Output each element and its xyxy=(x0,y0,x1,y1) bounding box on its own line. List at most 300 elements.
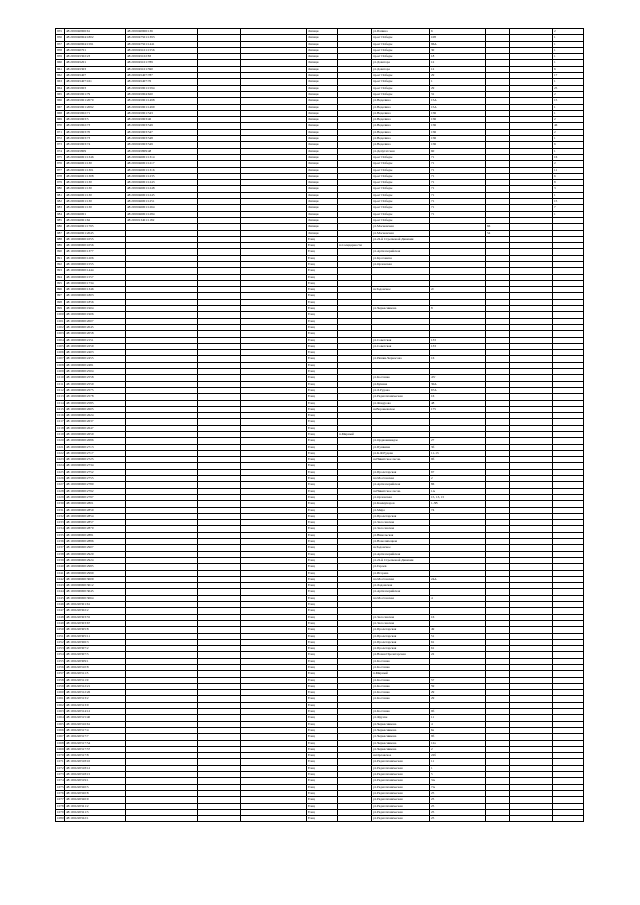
row-number-cell: 957 xyxy=(56,41,65,47)
house-number-cell: 60 xyxy=(430,148,486,154)
cadastral-number-cell: 48:19:0000000:2801 xyxy=(65,501,126,507)
house-number-cell: 29 xyxy=(430,73,486,79)
cadastral-number-cell: 48:19:6220312:21 xyxy=(65,683,126,689)
row-number-cell: 1033 xyxy=(57,520,64,525)
cadastral-number-cell: 48:19:6220318:10 xyxy=(65,759,126,765)
street-cell: ул.Московская xyxy=(372,230,430,236)
house-number-cell: 2г xyxy=(430,287,486,293)
cadastral-number-cell: 48:20:0046001:130 xyxy=(65,192,126,198)
city-cell: Елец xyxy=(307,727,338,733)
parent-cadastral-number-cell: 48:20:0046001:1217 xyxy=(126,161,198,167)
street-cell: ул.Фокурова xyxy=(372,400,430,406)
house-number-cell: 25 xyxy=(430,797,486,803)
parent-cadastral-number-cell: 48:20:0045901:1499 xyxy=(126,104,198,110)
house-number-cell: 108 xyxy=(430,35,486,41)
cadastral-number-cell: 48:19:0000000:1056 xyxy=(65,243,126,249)
street-cell: ул.Пролетарская xyxy=(372,639,430,645)
row-number-cell: 1042 xyxy=(57,576,64,581)
row-number-cell: 990 xyxy=(56,249,65,255)
street-cell: пр-кт Победы xyxy=(372,47,430,53)
city-cell: Елец xyxy=(307,488,338,494)
street-cell: ш.Воронежское xyxy=(372,406,430,412)
street-cell: ул.Костенко xyxy=(372,658,430,664)
city-cell: Елец xyxy=(307,614,338,620)
cadastral-number-cell: 48:19:0000000:2755 xyxy=(65,476,126,482)
city-cell: Елец xyxy=(307,633,338,639)
street-cell: ул.Черкасникова xyxy=(372,746,430,752)
row-number-cell: 1053 xyxy=(57,646,64,651)
parent-cadastral-number-cell: 48:20:0045901:1594 xyxy=(126,85,198,91)
city-cell: Елец xyxy=(307,293,338,299)
house-number-cell: 57 xyxy=(430,677,486,683)
cadastral-number-cell: 48:19:0000000:2455 xyxy=(65,356,126,362)
house-number-cell: 47г xyxy=(430,375,486,381)
row-number-cell: 966 xyxy=(56,98,65,104)
city-cell: Липецк xyxy=(307,54,338,60)
street-cell: ул.Неделина xyxy=(372,142,430,148)
cadastral-number-cell: 48:19:0000000:1803 xyxy=(65,293,126,299)
house-number-cell: 15Б xyxy=(430,142,486,148)
street-cell: ул.Орджоникидзе xyxy=(372,438,430,444)
cadastral-number-cell: 48:19:0000000:2920 xyxy=(65,551,126,557)
row-number-cell: 1045 xyxy=(57,595,64,600)
cadastral-number-cell: 48:20:0040904:1591 xyxy=(65,41,126,47)
street-cell: ул.Игорева xyxy=(372,570,430,576)
house-number-cell: 15Б xyxy=(430,136,486,142)
parent-cadastral-number-cell: 48:20:0046001:1235 xyxy=(126,173,198,179)
cadastral-number-cell: 48:19:6220318:12 xyxy=(65,765,126,771)
cadastral-number-cell: 48:20:0045303 xyxy=(65,66,126,72)
row-number-cell: 995 xyxy=(56,280,65,286)
row-number-cell: 1064 xyxy=(57,715,64,720)
cadastral-number-cell: 48:20:0046001 xyxy=(65,211,126,217)
city-cell: Липецк xyxy=(307,129,338,135)
cadastral-number-cell: 48:19:0000000:2259 xyxy=(65,343,126,349)
house-number-cell: 71 xyxy=(430,167,486,173)
cadastral-number-cell: 48:19:6220312:26 xyxy=(65,690,126,696)
house-number-cell: 16 xyxy=(430,394,486,400)
street-cell: ул.Черкасникова xyxy=(372,727,430,733)
house-number-cell: 86 xyxy=(430,482,486,488)
street-cell: ул.Пролетарская xyxy=(372,633,430,639)
street-cell: ул.Героев xyxy=(372,564,430,570)
street-cell: ул.Черкасникова xyxy=(372,740,430,746)
house-number-cell: 15Б xyxy=(430,110,486,116)
street-cell: ул.Неделина xyxy=(372,136,430,142)
object-count-cell: 6 xyxy=(553,66,584,72)
street-cell: ул.Артиллерийская xyxy=(372,482,430,488)
row-number-cell: 967 xyxy=(56,104,65,110)
row-number-cell: 1014 xyxy=(57,400,64,405)
city-cell: Елец xyxy=(307,432,338,438)
row-number-cell: 1026 xyxy=(57,476,64,481)
cadastral-number-cell: 48:20:0045903:74 xyxy=(65,142,126,148)
street-cell: ул.Пролетарская xyxy=(372,513,430,519)
cadastral-number-cell: 48:19:0000000:2859 xyxy=(65,507,126,513)
street-cell: ул.Фрунзе xyxy=(372,715,430,721)
house-number-cell: 4 xyxy=(430,595,486,601)
house-number-cell: 30 xyxy=(430,47,486,53)
building-number-cell: 66 xyxy=(486,224,510,230)
city-cell: Елец xyxy=(307,375,338,381)
row-number-cell: 1046 xyxy=(57,602,64,607)
street-cell: ул.Костенко xyxy=(372,696,430,702)
street-cell: ул.Неделина xyxy=(372,123,430,129)
cadastral-number-cell: 48:20:0040906:61 xyxy=(65,29,126,35)
cadastral-number-cell: 48:19:0000000:2752 xyxy=(65,469,126,475)
cadastral-number-cell: 48:19:0000000:2151 xyxy=(65,337,126,343)
cadastral-number-cell: 48:19:0000000:2854 xyxy=(65,513,126,519)
row-number-cell: 999 xyxy=(56,306,65,312)
object-count-cell: 7 xyxy=(553,205,584,211)
house-number-cell: 29 xyxy=(430,690,486,696)
city-cell: Елец xyxy=(307,476,338,482)
house-number-cell: 25 xyxy=(430,809,486,815)
row-number-cell: 1034 xyxy=(57,526,64,531)
row-number-cell: 1077 xyxy=(57,797,64,802)
street-cell: ул.Артиллерийская xyxy=(372,551,430,557)
street-cell: пр-кт Победы xyxy=(372,79,430,85)
street-cell: ш.Задонское xyxy=(372,545,430,551)
cadastral-number-cell: 48:19:6220317:54 xyxy=(65,740,126,746)
street-cell: ул.Неделина xyxy=(372,104,430,110)
settlement-cell: п.Солидарности xyxy=(338,243,372,249)
cadastral-number-cell: 48:19:6220317:57 xyxy=(65,746,126,752)
city-cell: Елец xyxy=(307,274,338,280)
row-number-cell: 965 xyxy=(56,91,65,97)
city-cell: Елец xyxy=(307,746,338,752)
house-number-cell: 71 xyxy=(430,161,486,167)
street-cell: ул.Пролетарская xyxy=(372,469,430,475)
parent-cadastral-number-cell: 48:20:0045809:48 xyxy=(126,148,198,154)
street-cell: ул.Неделина xyxy=(372,98,430,104)
house-number-cell: 22 xyxy=(430,652,486,658)
street-cell: ул.Коммунаров xyxy=(372,501,430,507)
house-number-cell: 15, 13, 15 xyxy=(430,494,486,500)
city-cell: Елец xyxy=(307,299,338,305)
row-number-cell: 1041 xyxy=(57,570,64,575)
city-cell: Елец xyxy=(307,507,338,513)
city-cell: Елец xyxy=(307,627,338,633)
house-number-cell: 2 xyxy=(430,476,486,482)
city-cell: Елец xyxy=(307,608,338,614)
house-number-cell: 61 xyxy=(430,639,486,645)
object-count-cell xyxy=(553,816,584,822)
city-cell: Липецк xyxy=(307,230,338,236)
cadastral-number-cell: 48:20:0046001:130 xyxy=(65,205,126,211)
street-cell: ул.Радиотехническая xyxy=(372,759,430,765)
city-cell: Елец xyxy=(307,337,338,343)
city-cell: Липецк xyxy=(307,79,338,85)
house-number-cell: 8 xyxy=(430,306,486,312)
row-number-cell: 978 xyxy=(56,173,65,179)
row-number-cell: 972 xyxy=(56,136,65,142)
house-number-cell: 71 xyxy=(430,180,486,186)
cadastral-number-cell: 48:19:0000000:2780 xyxy=(65,482,126,488)
row-number-cell: 1024 xyxy=(57,463,64,468)
cadastral-number-cell: 48:19:0000000:2575 xyxy=(65,387,126,393)
city-cell: Елец xyxy=(307,545,338,551)
cadastral-number-cell: 48:19:6220321:5 xyxy=(65,809,126,815)
house-number-cell: 1А xyxy=(430,488,486,494)
street-cell: ул.Радиотехническая xyxy=(372,778,430,784)
row-number-cell: 1073 xyxy=(57,772,64,777)
street-cell: ул.Артиллерийская xyxy=(372,589,430,595)
city-cell: Елец xyxy=(307,369,338,375)
object-count-cell: 6 xyxy=(553,173,584,179)
cadastral-number-cell: 48:19:0000000:1856 xyxy=(65,299,126,305)
object-count-cell: 1 xyxy=(553,136,584,142)
cadastral-number-cell: 48:19:0000000:2504 xyxy=(65,369,126,375)
parent-cadastral-number-cell: 48:20:0013401:1182 xyxy=(126,217,198,223)
row-number-cell: 1006 xyxy=(57,350,64,355)
cadastral-number-cell: 48:19:0000000:1206 xyxy=(65,255,126,261)
cadastral-number-cell: 48:19:0000000:1346 xyxy=(65,287,126,293)
street-cell: ул.Костенко xyxy=(372,683,430,689)
row-number-cell: 980 xyxy=(56,186,65,192)
parent-cadastral-number-cell: 48:20:0045101:789 xyxy=(126,60,198,66)
street-cell: пр-кт Победы xyxy=(372,167,430,173)
street-cell: ул.Неделина xyxy=(372,110,430,116)
empty-cell xyxy=(241,816,307,822)
row-number-cell: 1059 xyxy=(57,683,64,688)
city-cell: Елец xyxy=(307,740,338,746)
city-cell: Елец xyxy=(307,450,338,456)
object-count-cell: 6 xyxy=(553,142,584,148)
cadastral-number-cell: 48:19:0000000:3045 xyxy=(65,589,126,595)
city-cell: Липецк xyxy=(307,117,338,123)
row-number-cell: 989 xyxy=(56,243,65,249)
city-cell: Елец xyxy=(307,759,338,765)
parent-cadastral-number-cell: 48:20:0046001:1251 xyxy=(126,199,198,205)
street-cell: ул.Доватора xyxy=(372,66,430,72)
house-number-cell: 11 xyxy=(430,759,486,765)
cadastral-number-cell: 48:19:0000000:2058 xyxy=(65,331,126,337)
city-cell: Липецк xyxy=(307,199,338,205)
parent-cadastral-number-cell: 48:20:0045903:46 xyxy=(126,117,198,123)
row-number-cell: 1036 xyxy=(57,539,64,544)
row-number-cell: 1035 xyxy=(57,532,64,537)
house-number-cell: 16 xyxy=(430,614,486,620)
street-cell: ул.Кротовича xyxy=(372,255,430,261)
row-number-cell: 1015 xyxy=(57,406,64,411)
city-cell: Елец xyxy=(307,797,338,803)
row-number-cell: 968 xyxy=(56,110,65,116)
street-cell: ул.Радиотехническая xyxy=(372,809,430,815)
house-number-cell: 71 xyxy=(430,199,486,205)
house-number-cell: 25 xyxy=(430,803,486,809)
cadastral-number-cell: 48:19:0000000:2659 xyxy=(65,432,126,438)
cadastral-number-cell: 48:19:0000000:2578 xyxy=(65,394,126,400)
cadastral-number-cell: 48:19:0000000:2881 xyxy=(65,532,126,538)
cadastral-number-cell: 48:19:0000000:3009 xyxy=(65,576,126,582)
row-number-cell: 1004 xyxy=(57,337,64,342)
row-number-cell: 986 xyxy=(56,224,65,230)
cadastral-number-cell: 48:19:0000000:2637 xyxy=(65,419,126,425)
cadastral-number-cell: 48:19:0000000:2045 xyxy=(65,324,126,330)
row-number-cell: 1028 xyxy=(57,488,64,493)
row-number-cell: 981 xyxy=(56,192,65,198)
row-number-cell: 977 xyxy=(56,167,65,173)
object-count-cell: 15 xyxy=(553,199,584,205)
cadastral-number-cell: 48:19:0000000:2792 xyxy=(65,488,126,494)
row-number-cell: 955 xyxy=(56,29,65,35)
cadastral-number-cell: 48:19:0000000:2797 xyxy=(65,494,126,500)
city-cell: Елец xyxy=(307,400,338,406)
cadastral-number-cell: 48:19:6220313:9 xyxy=(65,702,126,708)
cadastral-number-cell: 48:19:0000000:2725 xyxy=(65,457,126,463)
street-cell: ул.Новая Пролетарская xyxy=(372,652,430,658)
row-number-cell: 1055 xyxy=(57,658,64,663)
street-cell: ул.Мира xyxy=(372,507,430,513)
cadastral-number-cell: 48:19:0000000:2985 xyxy=(65,564,126,570)
house-number-cell: 175 xyxy=(430,406,486,412)
house-number-cell: 24А xyxy=(430,576,486,582)
city-cell: Липецк xyxy=(307,142,338,148)
street-cell: ул.Неделина xyxy=(372,117,430,123)
street-cell: ул.Радиотехническая xyxy=(372,816,430,822)
street-cell: ул.Радиотехническая xyxy=(372,790,430,796)
parent-cadastral-number-cell: 48:20:0045102:83 xyxy=(126,54,198,60)
cadastral-number-cell: 48:19:0000000:1444 xyxy=(65,268,126,274)
cadastral-number-cell: 48:19:0000000:2559 xyxy=(65,381,126,387)
row-number-cell: 1030 xyxy=(57,501,64,506)
row-number-cell: 1016 xyxy=(57,413,64,418)
city-cell: Липецк xyxy=(307,136,338,142)
city-cell: Елец xyxy=(307,268,338,274)
street-cell: ул.Засосенская xyxy=(372,520,430,526)
city-cell: Елец xyxy=(307,356,338,362)
cadastral-number-cell: 48:19:0000000:3064 xyxy=(65,595,126,601)
city-cell: Елец xyxy=(307,381,338,387)
house-number-cell: 1-3В xyxy=(430,501,486,507)
city-cell: Липецк xyxy=(307,148,338,154)
row-number-cell: 996 xyxy=(56,287,65,293)
house-number-cell: 1 xyxy=(430,79,486,85)
street-cell: пр-кт Победы xyxy=(372,186,430,192)
row-number-cell: 1011 xyxy=(57,381,64,386)
object-count-cell: 1 xyxy=(553,192,584,198)
object-count-cell: 1 xyxy=(553,60,584,66)
city-cell: Елец xyxy=(307,312,338,318)
row-number-cell: 1080 xyxy=(57,816,64,821)
house-number-cell: 7А xyxy=(430,784,486,790)
city-cell: Елец xyxy=(307,318,338,324)
row-number-cell: 982 xyxy=(56,199,65,205)
street-cell: ул.Пушкина xyxy=(372,444,430,450)
row-number-cell: 993 xyxy=(56,268,65,274)
house-number-cell: 48 xyxy=(430,400,486,406)
street-cell: ул.Радиотехническая xyxy=(372,765,430,771)
row-number-cell: 1002 xyxy=(57,324,64,329)
object-count-cell: 46 xyxy=(553,123,584,129)
street-cell: ул.К.Ф.Рудова xyxy=(372,450,430,456)
city-cell: Елец xyxy=(307,287,338,293)
street-cell: ул.Папина xyxy=(372,29,430,35)
cadastral-number-cell: 48:19:6220311:9 xyxy=(65,677,126,683)
city-cell: Елец xyxy=(307,721,338,727)
city-cell: Елец xyxy=(307,243,338,249)
cadastral-number-cell: 48:20:0045302:23 xyxy=(65,54,126,60)
house-number-cell: 30А xyxy=(430,381,486,387)
parent-cadastral-number-cell: 48:20:0047501:1393 xyxy=(126,35,198,41)
cadastral-number-cell: 48:19:0000000:2713 xyxy=(65,444,126,450)
row-number-cell: 1079 xyxy=(57,809,64,814)
street-cell: ул.Новолипецкая xyxy=(372,539,430,545)
parent-cadastral-number-cell: 48:20:0046001:1314 xyxy=(126,154,198,160)
city-cell: Елец xyxy=(307,690,338,696)
parent-cadastral-number-cell: 48:20:0045903:549 xyxy=(126,142,198,148)
cadastral-number-cell: 48:19:0000000:2717 xyxy=(65,450,126,456)
row-number-cell: 1049 xyxy=(57,620,64,625)
house-number-cell: 18 xyxy=(430,54,486,60)
object-count-cell: 17 xyxy=(553,73,584,79)
city-cell: Елец xyxy=(307,331,338,337)
object-count-cell: 1 xyxy=(553,47,584,53)
city-cell: Липецк xyxy=(307,66,338,72)
street-cell: пл.Мостовская xyxy=(372,595,430,601)
street-cell: пр-кт Победы xyxy=(372,54,430,60)
street-cell: ул.Орловская xyxy=(372,261,430,267)
city-cell: Елец xyxy=(307,394,338,400)
street-cell: ул.Засосенская xyxy=(372,526,430,532)
row-number-cell: 1050 xyxy=(57,627,64,632)
row-number-cell: 1068 xyxy=(57,740,64,745)
house-number-cell: 25 xyxy=(430,790,486,796)
street-cell: ул.Радиотехническая xyxy=(372,784,430,790)
object-count-cell: 2 xyxy=(553,29,584,35)
street-cell: пр-кт Победы xyxy=(372,173,430,179)
row-number-cell: 979 xyxy=(56,180,65,186)
city-cell: Липецк xyxy=(307,73,338,79)
house-number-cell: 12а xyxy=(430,740,486,746)
cadastral-number-cell: 48:20:0046001:130 xyxy=(65,199,126,205)
cadastral-number-cell: 48:20:0045407 xyxy=(65,73,126,79)
cadastral-number-cell: 48:20:0040701 xyxy=(65,47,126,53)
city-cell: Елец xyxy=(307,677,338,683)
row-number-cell: 1039 xyxy=(57,557,64,562)
cadastral-number-cell: 48:19:6220318:15 xyxy=(65,772,126,778)
object-count-cell: 1 xyxy=(553,148,584,154)
row-number-cell: 962 xyxy=(56,73,65,79)
cadastral-number-cell: 48:19:0000000:2647 xyxy=(65,425,126,431)
cadastral-number-cell: 48:19:6220303:55 xyxy=(65,614,126,620)
city-cell: Елец xyxy=(307,784,338,790)
city-cell: Елец xyxy=(307,438,338,444)
city-cell: Елец xyxy=(307,425,338,431)
object-count-cell: 15 xyxy=(553,98,584,104)
cadastral-number-cell: 48:19:6220305:8 xyxy=(65,627,126,633)
cadastral-number-cell: 48:19:0000000:3012 xyxy=(65,583,126,589)
city-cell: Елец xyxy=(307,696,338,702)
house-number-cell: 15Б xyxy=(430,117,486,123)
city-cell: Липецк xyxy=(307,110,338,116)
city-cell: Елец xyxy=(307,482,338,488)
row-number-cell: 1058 xyxy=(57,677,64,682)
parent-cadastral-number-cell: 48:20:0047501:1441 xyxy=(126,41,198,47)
house-number-cell: 25 xyxy=(430,816,486,822)
city-cell: Елец xyxy=(307,501,338,507)
city-cell: Елец xyxy=(307,419,338,425)
cadastral-number-cell: 48:20:0045407:161 xyxy=(65,79,126,85)
cadastral-number-cell: 48:19:6220307:2 xyxy=(65,646,126,652)
street-cell: ул.Никольская xyxy=(372,532,430,538)
street-cell: ул.Советская xyxy=(372,343,430,349)
building-number-cell xyxy=(486,816,510,822)
city-cell: Елец xyxy=(307,778,338,784)
row-number-cell: 1007 xyxy=(57,356,64,361)
city-cell: Елец xyxy=(307,539,338,545)
